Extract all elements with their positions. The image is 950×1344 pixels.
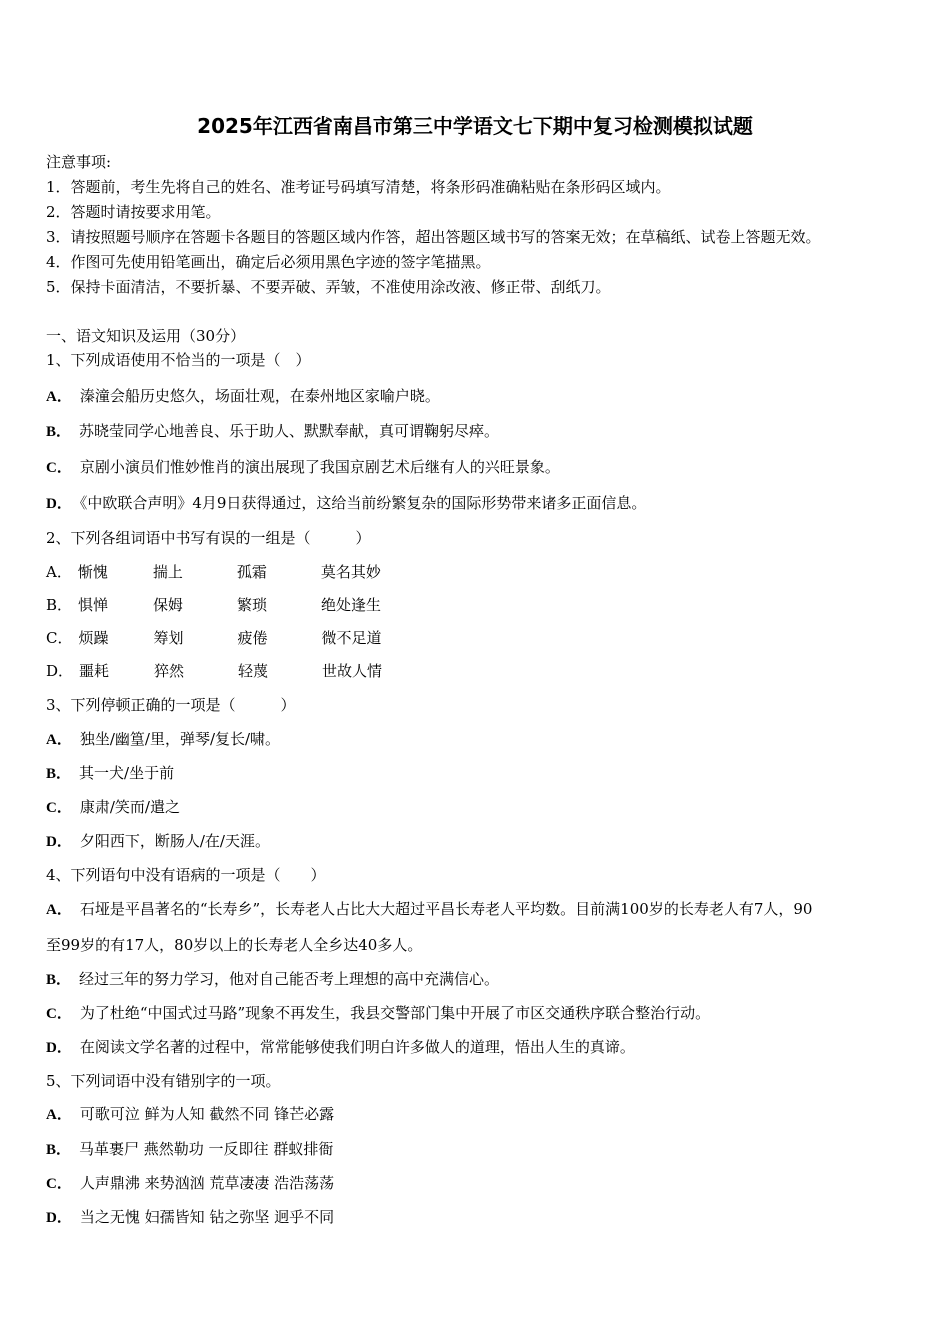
q2-row-a (46, 562, 920, 582)
q2-row-c (46, 628, 920, 648)
option-text: 京剧小演员们惟妙惟肖的演出展现了我国京剧艺术后继有人的兴旺景象。 (79, 458, 560, 476)
notice-item-5: 5．保持卡面清洁，不要折暴、不要弄破、弄皱，不准使用涂改液、修正带、刮纸刀。 (46, 278, 611, 296)
option-text: 石垭是平昌著名的“长寿乡”，长寿老人占比大大超过平昌长寿老人平均数。目前满100岁的长寿老人有7人，90 (79, 900, 813, 918)
notice-item-2: 2．答题时请按要求用笔。 (46, 203, 221, 221)
q5-option-d (46, 1207, 920, 1228)
word: 莫名其妙 (320, 563, 381, 581)
option-letter: D． (46, 834, 72, 850)
question-3-stem: 3、下列停顿正确的一项是（ ） (46, 696, 296, 714)
word: 惧惮 (78, 596, 109, 614)
option-letter: C． (46, 629, 73, 647)
option-text: 在阅读文学名著的过程中，常常能够使我们明白许多做人的道理，悟出人生的真谛。 (79, 1038, 635, 1056)
option-letter: B． (46, 972, 72, 988)
q4-option-a (46, 899, 920, 920)
q4-option-d (46, 1037, 920, 1058)
notice-item-3: 3．请按照题号顺序在答题卡各题目的答题区域内作答，超出答题区域书写的答案无效；在草稿纸、试卷上答题无效。 (46, 228, 821, 246)
q3-option-d (46, 831, 920, 852)
question-5-stem: 5、下列词语中没有错别字的一项。 (46, 1072, 281, 1090)
option-letter: D． (46, 1210, 72, 1226)
notice-item-4: 4．作图可先使用铅笔画出，确定后必须用黑色字迹的签字笔描黑。 (46, 253, 491, 271)
option-text: 马革裹尸 燕然勒功 一反即往 群蚁排衙 (79, 1140, 334, 1158)
option-letter: C． (46, 460, 72, 476)
word: 微不足道 (321, 629, 382, 647)
word: 保姆 (153, 596, 184, 614)
option-text: 夕阳西下，断肠人/在/天涯。 (79, 832, 270, 850)
notice-heading: 注意事项: (46, 153, 112, 171)
word: 猝然 (154, 662, 185, 680)
notice-item-1: 1．答题前，考生先将自己的姓名、准考证号码填写清楚，将条形码准确粘贴在条形码区域内。 (46, 178, 671, 196)
option-letter: B． (46, 1142, 72, 1158)
q2-row-b (46, 595, 920, 615)
word: 疲倦 (237, 629, 268, 647)
q4-option-c (46, 1003, 920, 1024)
option-letter: C． (46, 800, 72, 816)
option-text: 经过三年的努力学习，他对自己能否考上理想的高中充满信心。 (79, 970, 500, 988)
word: 孤霜 (236, 563, 267, 581)
question-4-stem: 4、下列语句中没有语病的一项是（ ） (46, 866, 326, 884)
option-letter: A． (46, 1107, 72, 1123)
word: 烦躁 (78, 629, 109, 647)
option-text: 为了杜绝“中国式过马路”现象不再发生，我县交警部门集中开展了市区交通秩序联合整治行动。 (79, 1004, 711, 1022)
option-letter: B． (46, 424, 72, 440)
page-title: 2025年江西省南昌市第三中学语文七下期中复习检测模拟试题 (197, 114, 753, 138)
word: 噩耗 (79, 662, 110, 680)
option-letter: D． (46, 662, 74, 680)
q4-option-a-continued: 至99岁的有17人，80岁以上的长寿老人全乡达40多人。 (46, 936, 423, 954)
option-letter: A． (46, 389, 72, 405)
option-text: 人声鼎沸 来势汹汹 荒草凄凄 浩浩荡荡 (79, 1174, 335, 1192)
word: 轻蔑 (238, 662, 269, 680)
q1-option-b (46, 421, 920, 442)
option-letter: C． (46, 1006, 72, 1022)
option-letter: D． (46, 1040, 72, 1056)
option-text: 康肃/笑而/遣之 (79, 798, 180, 816)
word: 绝处逢生 (321, 596, 382, 614)
option-letter: A． (46, 902, 72, 918)
q1-option-c (46, 457, 920, 478)
q4-option-b (46, 969, 920, 990)
q1-option-d (46, 493, 920, 514)
question-2-stem: 2、下列各组词语中书写有误的一组是（ ） (46, 529, 371, 547)
q5-option-b (46, 1139, 920, 1160)
option-text: 溱潼会船历史悠久，场面壮观，在泰州地区家喻户晓。 (79, 387, 440, 405)
option-text: 《中欧联合声明》4月9日获得通过，这给当前纷繁复杂的国际形势带来诸多正面信息。 (79, 494, 647, 512)
option-letter: A． (46, 563, 72, 581)
word: 揣上 (152, 563, 183, 581)
q5-option-c (46, 1173, 920, 1194)
option-text: 可歌可泣 鲜为人知 截然不同 锋芒必露 (79, 1105, 335, 1123)
option-text: 当之无愧 妇孺皆知 钻之弥坚 迥乎不同 (79, 1208, 335, 1226)
q3-option-c (46, 797, 920, 818)
word: 世故人情 (322, 662, 383, 680)
word: 繁琐 (237, 596, 268, 614)
option-letter: A． (46, 732, 72, 748)
option-letter: C． (46, 1176, 72, 1192)
q1-option-a (46, 386, 920, 407)
word: 惭愧 (77, 563, 108, 581)
q3-option-b (46, 763, 920, 784)
section-heading: 一、语文知识及运用（30分） (46, 327, 246, 345)
option-text: 苏晓莹同学心地善良、乐于助人、默默奉献，真可谓鞠躬尽瘁。 (79, 422, 500, 440)
option-letter: B． (46, 766, 72, 782)
question-1-stem: 1、下列成语使用不恰当的一项是（ ） (46, 351, 311, 369)
option-text: 其一犬/坐于前 (79, 764, 175, 782)
option-text: 独坐/幽篁/里，弹琴/复长/啸。 (79, 730, 281, 748)
option-letter: B． (46, 596, 73, 614)
q3-option-a (46, 729, 920, 750)
option-letter: D． (46, 496, 72, 512)
q2-row-d (46, 661, 920, 681)
q5-option-a (46, 1104, 920, 1125)
word: 筹划 (153, 629, 184, 647)
